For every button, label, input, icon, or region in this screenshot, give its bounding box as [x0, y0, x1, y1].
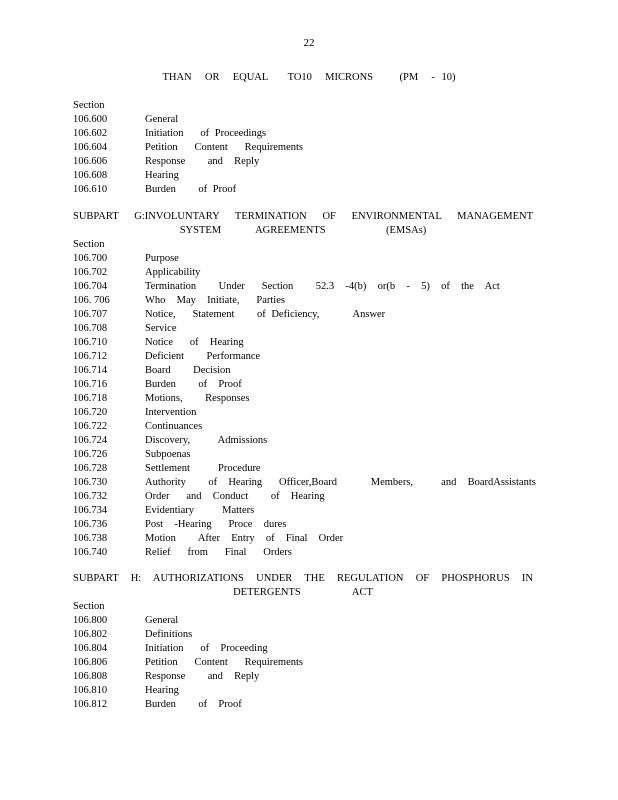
- section-number: 106.736: [73, 519, 108, 530]
- section-title: Relief from Final Orders: [145, 547, 292, 558]
- section-entry: [73, 294, 543, 308]
- section-title: Motion After Entry of Final Order: [145, 533, 344, 544]
- section-entry: [73, 127, 543, 141]
- section-title: Petition Content Requirements: [145, 657, 303, 668]
- subpart-h-section-list: [73, 600, 543, 712]
- section-entry: [73, 670, 543, 684]
- section-entry: [73, 490, 543, 504]
- section-number: 106.610: [73, 184, 108, 195]
- section-number: 106.740: [73, 547, 108, 558]
- section-entry: [73, 364, 543, 378]
- section-entry: [73, 420, 543, 434]
- section-entry: [73, 614, 543, 628]
- section-number: 106.730: [73, 477, 108, 488]
- section-title: Board Decision: [145, 365, 231, 376]
- subpart-f-section-list: [73, 99, 543, 197]
- section-label: Section: [73, 601, 105, 612]
- subpart-f-heading-continuation: THAN OR EQUAL TO10 MICRONS (PM - 10): [162, 72, 456, 83]
- section-title: Burden of Proof: [145, 699, 242, 710]
- section-title: Response and Reply: [145, 671, 260, 682]
- section-entry: [73, 434, 543, 448]
- section-entry: [73, 462, 543, 476]
- section-title: Subpoenas: [145, 449, 191, 460]
- section-title: Hearing: [145, 685, 179, 696]
- section-entry: [73, 656, 543, 670]
- section-title: Initiation of Proceeding: [145, 643, 268, 654]
- section-entry: [73, 308, 543, 322]
- section-title: Service: [145, 323, 177, 334]
- section-number: 106.800: [73, 615, 108, 626]
- section-number: 106.722: [73, 421, 108, 432]
- section-number: 106.712: [73, 351, 108, 362]
- section-number: 106.702: [73, 267, 108, 278]
- section-number: 106.700: [73, 253, 108, 264]
- section-entry: [73, 684, 543, 698]
- section-entry: [73, 113, 543, 127]
- section-entry: [73, 448, 543, 462]
- section-number: 106.728: [73, 463, 108, 474]
- section-title: Continuances: [145, 421, 203, 432]
- section-title: Response and Reply: [145, 156, 260, 167]
- section-title: Settlement Procedure: [145, 463, 261, 474]
- section-number: 106. 706: [73, 295, 110, 306]
- section-number: 106.718: [73, 393, 108, 404]
- section-number: 106.806: [73, 657, 108, 668]
- section-title: Motions, Responses: [145, 393, 250, 404]
- section-entry: [73, 698, 543, 712]
- section-entry: [73, 169, 543, 183]
- section-title: Authority of Hearing Officer,Board Members, and BoardAssistants: [145, 477, 536, 488]
- section-number: 106.724: [73, 435, 108, 446]
- section-title: Post -Hearing Proce dures: [145, 519, 287, 530]
- page-number: 22: [303, 37, 315, 49]
- section-number: 106.714: [73, 365, 108, 376]
- section-entry: [73, 532, 543, 546]
- section-number: 106.810: [73, 685, 108, 696]
- section-entry: [73, 183, 543, 197]
- section-title: Evidentiary Matters: [145, 505, 255, 516]
- section-title: Hearing: [145, 170, 179, 181]
- section-entry: [73, 406, 543, 420]
- section-title: Applicability: [145, 267, 201, 278]
- section-entry: [73, 280, 543, 294]
- section-number: 106.604: [73, 142, 108, 153]
- section-title: Intervention: [145, 407, 197, 418]
- section-number: 106.802: [73, 629, 108, 640]
- section-title: Definitions: [145, 629, 193, 640]
- subpart-h-heading-line2: DETERGENTS ACT: [233, 587, 373, 598]
- section-entry: [73, 336, 543, 350]
- subpart-g-heading-line1: SUBPART G:INVOLUNTARY TERMINATION OF ENVIRONMENTAL MANAGEMENT: [73, 211, 533, 222]
- section-title: Petition Content Requirements: [145, 142, 303, 153]
- section-title: Notice, Statement of Deficiency, Answer: [145, 309, 386, 320]
- section-number: 106.720: [73, 407, 108, 418]
- subpart-g-heading: [73, 210, 533, 238]
- section-title: General: [145, 114, 179, 125]
- section-entry: [73, 252, 543, 266]
- section-title: Discovery, Admissions: [145, 435, 268, 446]
- section-entry: [73, 476, 543, 490]
- section-entry: [73, 155, 543, 169]
- section-number: 106.608: [73, 170, 108, 181]
- section-number: 106.606: [73, 156, 108, 167]
- section-number: 106.602: [73, 128, 108, 139]
- section-entry: [73, 642, 543, 656]
- section-number: 106.716: [73, 379, 108, 390]
- section-title: Who May Initiate, Parties: [145, 295, 285, 306]
- section-label: Section: [73, 239, 105, 250]
- section-number: 106.600: [73, 114, 108, 125]
- section-label: Section: [73, 100, 105, 111]
- section-entry: [73, 518, 543, 532]
- section-number: 106.708: [73, 323, 108, 334]
- section-title: Initiation of Proceedings: [145, 128, 267, 139]
- section-number: 106.726: [73, 449, 108, 460]
- section-number: 106.738: [73, 533, 108, 544]
- subpart-h-heading-line1: SUBPART H: AUTHORIZATIONS UNDER THE REGULATION OF PHOSPHORUS IN: [73, 573, 533, 584]
- section-title: Termination Under Section 52.3 -4(b) or(b - 5) of the Act: [145, 281, 500, 292]
- section-entry: [73, 322, 543, 336]
- section-title: Notice of Hearing: [145, 337, 244, 348]
- section-entry: [73, 392, 543, 406]
- section-number: 106.732: [73, 491, 108, 502]
- section-entry: [73, 350, 543, 364]
- subpart-g-heading-line2: SYSTEM AGREEMENTS (EMSAs): [179, 225, 427, 236]
- section-number: 106.808: [73, 671, 108, 682]
- subpart-h-heading: [73, 572, 533, 600]
- section-number: 106.804: [73, 643, 108, 654]
- section-entry: [73, 141, 543, 155]
- section-entry: [73, 628, 543, 642]
- section-number: 106.812: [73, 699, 108, 710]
- section-title: Deficient Performance: [145, 351, 261, 362]
- section-entry: [73, 266, 543, 280]
- section-title: Order and Conduct of Hearing: [145, 491, 325, 502]
- section-entry: [73, 546, 543, 560]
- section-number: 106.707: [73, 309, 108, 320]
- section-title: General: [145, 615, 179, 626]
- section-number: 106.704: [73, 281, 108, 292]
- section-entry: [73, 504, 543, 518]
- section-number: 106.734: [73, 505, 108, 516]
- section-title: Burden of Proof: [145, 379, 242, 390]
- section-entry: [73, 378, 543, 392]
- subpart-g-section-list: [73, 238, 543, 560]
- section-title: Purpose: [145, 253, 179, 264]
- section-title: Burden of Proof: [145, 184, 237, 195]
- section-number: 106.710: [73, 337, 108, 348]
